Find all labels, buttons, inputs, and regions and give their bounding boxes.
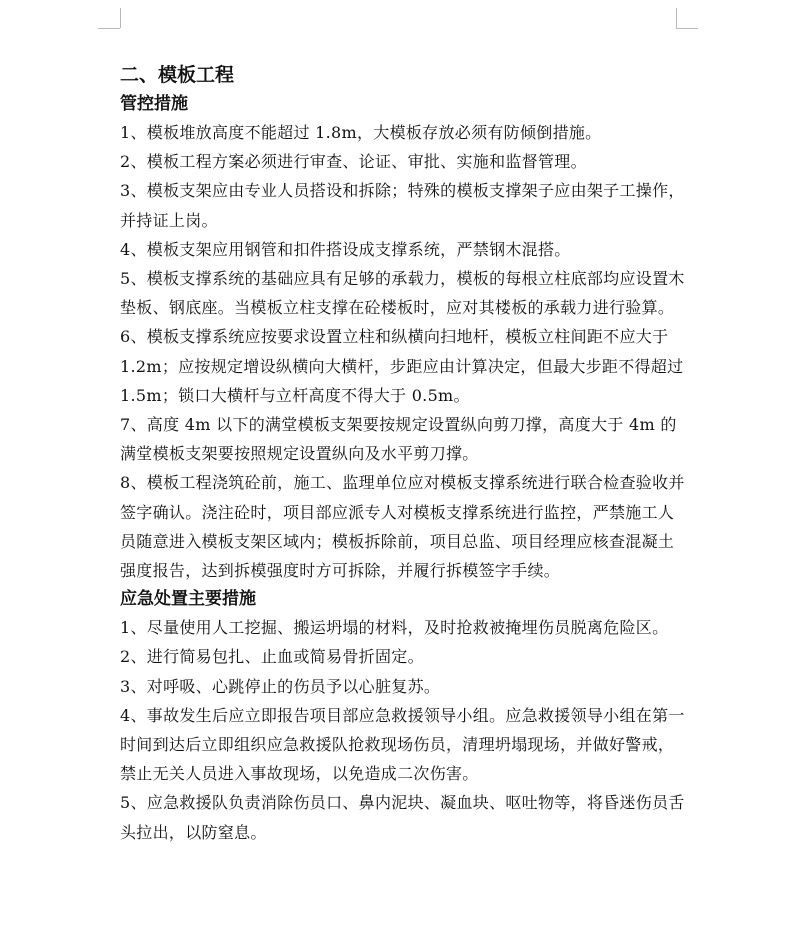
margin-mark-top-left-horizontal: [98, 28, 120, 29]
list-item: 1、模板堆放高度不能超过 1.8m，大模板存放必须有防倾倒措施。: [120, 123, 602, 142]
section-heading-emergency: 应急处置主要措施: [120, 589, 256, 610]
list-item: 6、模板支撑系统应按要求设置立柱和纵横向扫地杆，模板立柱间距不应大于 1.2m；应按规定增设纵横向大横杆，步距应由计算决定，但最大步距不得超过 1.5m；锁口大横杆与立杆高度不得大于 0.5m。: [120, 327, 684, 405]
document-title: 二、模板工程: [120, 64, 235, 86]
list-item: 5、应急救援队负责消除伤员口、鼻内泥块、凝血块、呕吐物等，将昏迷伤员舌头拉出，以防窒息。: [120, 793, 685, 842]
section-heading-control: 管控措施: [120, 94, 188, 114]
margin-mark-top-right-horizontal: [676, 28, 698, 29]
list-item: 3、模板支架应由专业人员搭设和拆除；特殊的模板支撑架子应由架子工操作，并持证上岗。: [120, 181, 685, 230]
list-item: 4、模板支架应用钢管和扣件搭设成支撑系统，严禁钢木混搭。: [120, 239, 571, 259]
list-item: 5、模板支撑系统的基础应具有足够的承载力，模板的每根立柱底部均应设置木垫板、钢底座。当模板立柱支撑在砼楼板时，应对其楼板的承载力进行验算。: [120, 269, 685, 318]
list-item: 1、尽量使用人工挖掘、搬运坍塌的材料，及时抢救被掩埋伤员脱离危险区。: [120, 618, 669, 638]
list-item: 4、事故发生后应立即报告项目部应急救援领导小组。应急救援领导小组在第一时间到达后立即组织应急救援队抢救现场伤员，清理坍塌现场，并做好警戒，禁止无关人员进入事故现场，以免造成二次伤害。: [120, 705, 685, 784]
list-item: 2、进行简易包扎、止血或简易骨折固定。: [120, 647, 424, 667]
list-item: 7、高度 4m 以下的满堂模板支架要按规定设置纵向剪刀撑，高度大于 4m 的满堂模板支架要按照规定设置纵向及水平剪刀撑。: [120, 415, 677, 464]
margin-mark-top-right-vertical: [676, 8, 677, 28]
list-item: 3、对呼吸、心跳停止的伤员予以心脏复苏。: [120, 676, 441, 696]
margin-mark-top-left-vertical: [120, 8, 121, 28]
document-body: [120, 60, 690, 847]
list-item: 8、模板工程浇筑砼前，施工、监理单位应对模板支撑系统进行联合检查验收并签字确认。浇注砼时，项目部应派专人对模板支撑系统进行监控，严禁施工人员随意进入模板支架区域内；模板拆除前，项目总监、项目经理应核查混凝土强度报告，达到拆模强度时方可拆除，并履行拆模签字手续。: [120, 473, 685, 581]
list-item: 2、模板工程方案必须进行审查、论证、审批、实施和监督管理。: [120, 152, 587, 172]
